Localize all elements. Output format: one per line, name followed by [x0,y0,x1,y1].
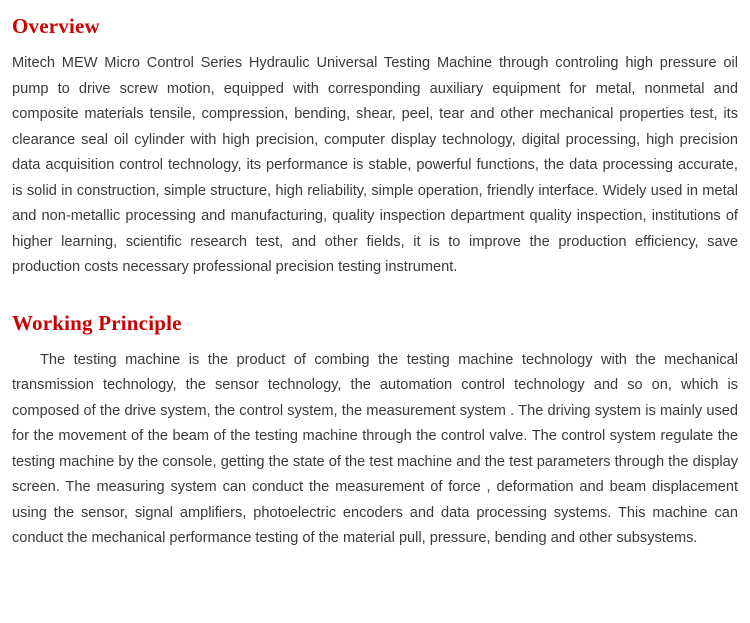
section-paragraph-working-principle: The testing machine is the product of combing the testing machine technology with the mechanical transmission technology, the sensor technology, the automation control technology and so on, which is composed of the drive system, the control system, the measurement system . The driving system is mainly used for the movement of the beam of the testing machine through the control valve. The control system regulate the testing machine by the console, getting the state of the test machine and the test parameters through the display screen. The measuring system can conduct the measurement of force , deformation and beam displacement using the sensor, signal amplifiers, photoelectric encoders and data processing systems. This machine can conduct the mechanical performance testing of the material pull, pressure, bending and other subsystems. [12,351,738,546]
section-paragraph-overview: Mitech MEW Micro Control Series Hydraulic Universal Testing Machine through controling high pressure oil pump to drive screw motion, equipped with corresponding auxiliary equipment for metal, nonmetal and composite materials tensile, compression, bending, shear, peel, tear and other mechanical properties test, its clearance seal oil cylinder with high precision, computer display technology, digital processing, high precision data acquisition control technology, its performance is stable, powerful functions, the data processing accurate, is solid in construction, simple structure, high reliability, simple operation, friendly interface. Widely used in metal and non-metallic processing and manufacturing, quality inspection department quality inspection, institutions of higher learning, scientific research test, and other fields, it is to improve the production efficiency, save production costs necessary professional precision testing instrument. [12,55,738,275]
section-working-principle [12,311,738,552]
section-overview [12,14,738,281]
section-heading-overview: Overview [12,14,100,38]
section-heading-working-principle: Working Principle [12,310,182,335]
